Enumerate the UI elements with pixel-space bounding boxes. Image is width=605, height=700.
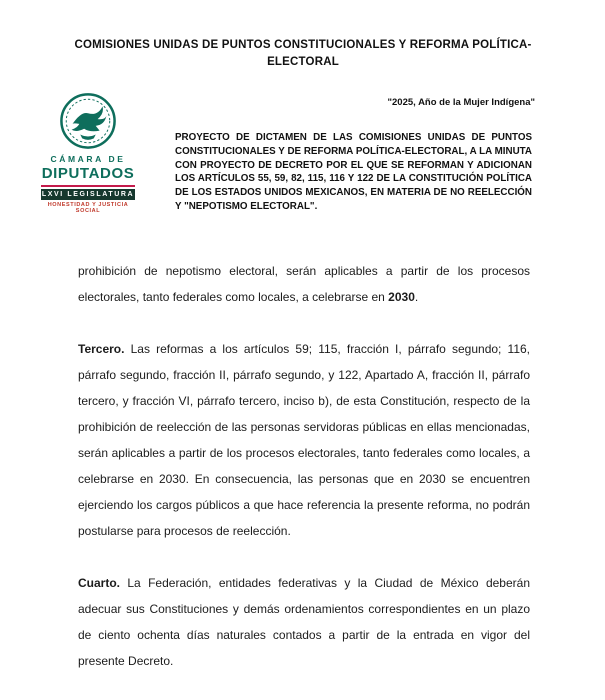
- paragraph-transitorio-tercero: [78, 336, 530, 544]
- logo-accent-divider: [41, 185, 135, 187]
- eagle-seal-icon: [59, 92, 117, 150]
- logo-camara-de-label: CÁMARA DE: [50, 154, 126, 164]
- document-body: [78, 258, 530, 700]
- paragraph-1-tail: .: [414, 290, 419, 304]
- dictamen-heading: PROYECTO DE DICTAMEN DE LAS COMISIONES UNIDAS DE PUNTOS CONSTITUCIONALES Y DE REFORMA POLÍTICA-ELECTORAL, A LA MINUTA CON PROYECTO DE DECRETO POR EL QUE SE REFORMAN Y ADICIONAN LOS ARTÍCULOS 55, 59, 82, 115, 116 Y 122 DE LA CONSTITUCIÓN POLÍTICA DE LOS ESTADOS UNIDOS MEXICANOS, EN MATERIA DE NO REELECCIÓN Y "NEPOTISMO ELECTORAL".: [175, 132, 532, 212]
- paragraph-transitorio-continuation: [78, 258, 530, 310]
- paragraph-1-text: prohibición de nepotismo electoral, serán aplicables a partir de los procesos electorales, tanto federales como locales, a celebrarse en: [78, 264, 530, 304]
- paragraph-2-text: Las reformas a los artículos 59; 115, fracción I, párrafo segundo; 116, párrafo segundo, fracción II, párrafo segundo, y 122, Apartado A, fracción II, párrafo tercero, y fracción VI, párrafo tercero, inciso b), de esta Constitución, respecto de la prohibición de reelección de las personas servidoras públicas en ellas mencionadas, serán aplicables a partir de los procesos electorales, tanto federales como locales, a celebrarse en 2030. En consecuencia, las personas que en 2030 se encuentren ejerciendo los cargos públicos a que hace referencia la presente reforma, no podrán postularse para procesos de reelección.: [78, 342, 530, 538]
- paragraph-3-text: La Federación, entidades federativas y la Ciudad de México deberán adecuar sus Constituciones y demás ordenamientos correspondientes en un plazo de ciento ochenta días naturales contados a partir de la entrada en vigor del presente Decreto.: [78, 576, 530, 668]
- logo-diputados-label: DIPUTADOS: [41, 165, 135, 182]
- logo-motto: HONESTIDAD Y JUSTICIA SOCIAL: [47, 202, 129, 214]
- paragraph-3-lead: Cuarto.: [78, 576, 120, 590]
- camara-diputados-logo: [36, 92, 140, 214]
- document-title: COMISIONES UNIDAS DE PUNTOS CONSTITUCIONALES Y REFORMA POLÍTICA-ELECTORAL: [74, 39, 532, 68]
- paragraph-2-lead: Tercero.: [78, 342, 125, 356]
- year-legend: "2025, Año de la Mujer Indígena": [387, 97, 535, 108]
- paragraph-1-bold-year: 2030: [388, 290, 415, 304]
- logo-legislature-band: LXVI LEGISLATURA: [41, 191, 135, 198]
- paragraph-transitorio-cuarto: [78, 570, 530, 674]
